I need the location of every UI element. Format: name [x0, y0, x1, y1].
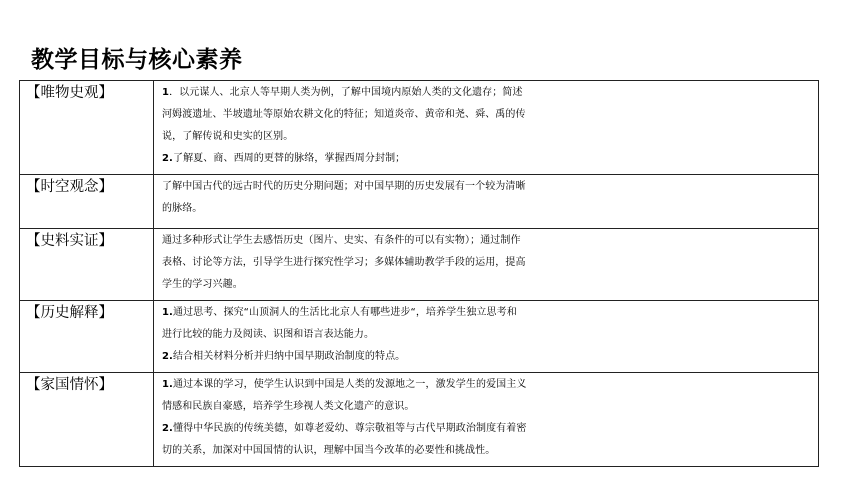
line-text: 河姆渡遗址、半坡遗址等原始农耕文化的特征；知道炎帝、黄帝和尧、舜、禹的传 — [162, 109, 526, 120]
description-line — [162, 324, 810, 346]
line-text: 结合相关材料分析并归纳中国早期政治制度的特点。 — [172, 351, 406, 362]
description-line — [162, 302, 810, 324]
item-number: 2. — [162, 153, 173, 164]
line-text: 学生的学习兴趣。 — [162, 279, 243, 290]
line-text: 的脉络。 — [162, 203, 203, 214]
line-text: 说，了解传说和史实的区别。 — [162, 131, 294, 142]
line-text: 情感和民族自豪感，培养学生珍视人类文化遗产的意识。 — [162, 401, 415, 412]
line-text: 通过思考、探究“山顶洞人的生活比北京人有哪些进步“，培养学生独立思考和 — [172, 307, 517, 318]
table-row — [20, 373, 819, 467]
description-line — [162, 148, 810, 170]
description-line — [162, 230, 810, 252]
description-line — [162, 82, 810, 104]
table-row — [20, 175, 819, 229]
category-cell: 【历史解释】 — [20, 301, 154, 373]
description-cell — [154, 373, 819, 467]
description-cell — [154, 229, 819, 301]
line-text: 切的关系，加深对中国国情的认识，理解中国当今改革的必要性和挑战性。 — [162, 445, 496, 456]
description-line — [162, 440, 810, 462]
description-line — [162, 374, 810, 396]
objectives-table — [19, 80, 819, 467]
line-text: 懂得中华民族的传统美德，如尊老爱幼、尊宗敬祖等与古代早期政治制度有着密 — [172, 423, 527, 434]
page-title: 教学目标与核心素养 — [31, 47, 243, 73]
line-text: 了解夏、商、西周的更替的脉络，掌握西周分封制； — [172, 153, 406, 164]
category-cell: 【时空观念】 — [20, 175, 154, 229]
description-cell — [154, 301, 819, 373]
description-line — [162, 104, 810, 126]
description-line — [162, 396, 810, 418]
description-line — [162, 176, 810, 198]
item-number: 2. — [162, 351, 173, 362]
description-line — [162, 274, 810, 296]
item-number: 2. — [162, 423, 173, 434]
description-line — [162, 198, 810, 220]
category-cell: 【家国情怀】 — [20, 373, 154, 467]
description-cell — [154, 81, 819, 175]
line-text: 通过本课的学习，使学生认识到中国是人类的发源地之一，激发学生的爱国主义 — [172, 379, 527, 390]
line-text: 表格、讨论等方法，引导学生进行探究性学习；多媒体辅助教学手段的运用，提高 — [162, 257, 526, 268]
category-cell: 【唯物史观】 — [20, 81, 154, 175]
item-number: 1. — [162, 379, 173, 390]
table-row — [20, 301, 819, 373]
line-text: 通过多种形式让学生去感悟历史（图片、史实、有条件的可以有实物）；通过制作 — [162, 235, 521, 246]
line-text: ．以元谋人、北京人等早期人类为例，了解中国境内原始人类的文化遗存；简述 — [169, 87, 523, 98]
table-row — [20, 229, 819, 301]
description-cell — [154, 175, 819, 229]
line-text: 了解中国古代的远古时代的历史分期问题；对中国早期的历史发展有一个较为清晰 — [162, 181, 526, 192]
item-number: 1 — [162, 87, 170, 98]
table-row — [20, 81, 819, 175]
description-line — [162, 126, 810, 148]
description-line — [162, 418, 810, 440]
description-line — [162, 252, 810, 274]
line-text: 进行比较的能力及阅读、识图和语言表达能力。 — [162, 329, 375, 340]
category-cell: 【史料实证】 — [20, 229, 154, 301]
description-line — [162, 346, 810, 368]
item-number: 1. — [162, 307, 173, 318]
